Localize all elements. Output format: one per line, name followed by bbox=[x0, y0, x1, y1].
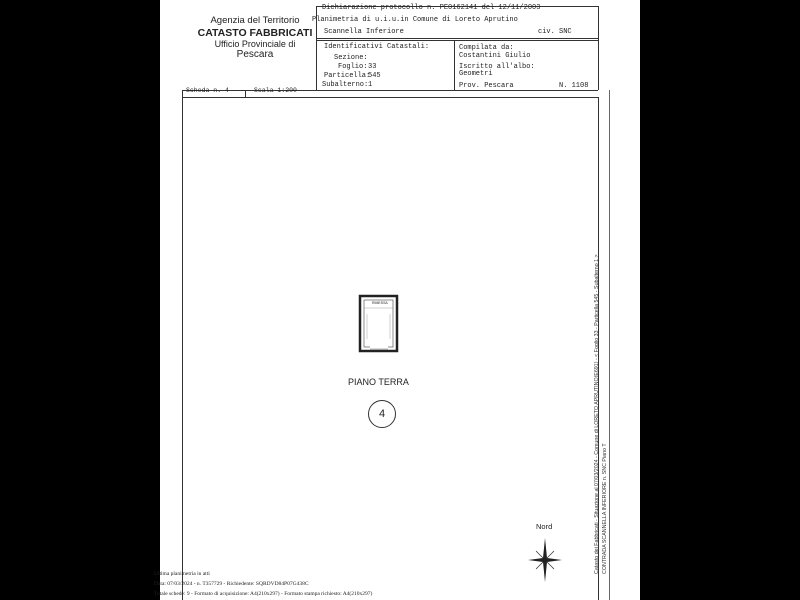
subalterno-label: Subalterno: bbox=[322, 81, 369, 89]
frame-left bbox=[182, 90, 183, 600]
room-label: RIMESSA bbox=[372, 301, 388, 305]
agency-block bbox=[180, 16, 330, 61]
document-sheet bbox=[154, 0, 640, 600]
header-mid-divider bbox=[454, 40, 455, 90]
location-name: Scannella Inferiore bbox=[324, 28, 404, 36]
agency-name: Agenzia del Territorio bbox=[210, 15, 300, 26]
north-arrow-icon bbox=[528, 538, 562, 582]
civic-number: civ. SNC bbox=[538, 28, 572, 36]
office-city: Pescara bbox=[236, 49, 274, 61]
particella-label: Particella: bbox=[324, 72, 371, 80]
footer-format: Totale schede: 9 - Formato di acquisizione: A4(210x297) - Formato stampa richiesto: A4(210x297) bbox=[154, 591, 373, 597]
compiler-name: Costantini Giulio bbox=[459, 52, 531, 60]
particella-value: 545 bbox=[368, 72, 381, 80]
scale-label: Scala 1:200 bbox=[254, 87, 297, 94]
identifiers-heading: Identificativi Catastali: bbox=[324, 43, 430, 51]
frame-right-outer bbox=[609, 90, 610, 600]
registered-value: Geometri bbox=[459, 70, 493, 78]
north-label: Nord bbox=[536, 522, 553, 531]
header-divider-1 bbox=[316, 38, 598, 39]
frame-top bbox=[182, 97, 598, 98]
declaration-line: Dichiarazione protocollo n. PE0162141 del 12/11/2003 bbox=[322, 4, 541, 12]
foglio-label: Foglio: bbox=[338, 63, 368, 71]
sezione-label: Sezione: bbox=[334, 54, 368, 62]
office-label: Ufficio Provinciale di bbox=[214, 38, 296, 49]
plan-title: Planimetria di u.i.u.in Comune di Loreto Aprutino bbox=[312, 16, 518, 24]
foglio-value: 33 bbox=[368, 63, 377, 71]
compiled-heading: Compilata da: bbox=[459, 44, 514, 52]
registration-number: N. 1108 bbox=[559, 82, 589, 90]
header-divider-2 bbox=[316, 40, 598, 41]
catasto-title: CATASTO FABBRICATI bbox=[197, 26, 313, 39]
sheet-number-circle bbox=[368, 400, 396, 428]
province-label: Prov. Pescara bbox=[459, 82, 514, 90]
scheda-number: Scheda n. 4 bbox=[186, 87, 229, 94]
subalterno-value: 1 bbox=[368, 81, 373, 89]
footer-last-plan: Ultima planimetria in atti bbox=[154, 571, 210, 577]
floor-label: PIANO TERRA bbox=[348, 377, 409, 387]
side-stamp-line2: CONTRADA SCANNELLA INFERIORE n. SNC Piano T bbox=[602, 443, 608, 574]
sheet-number: 4 bbox=[378, 408, 386, 420]
footer-request: Data: 07/03/2024 - n. T357729 - Richiedente: SQRDVD84P07G438C bbox=[154, 581, 309, 587]
side-stamp-line1: Catasto dei Fabbricati - Situazione al 07/03/2024 - Comune di LORETO APRUTINO(E691) - < Foglio 33 - Particella 545 - Subalterno 1 > bbox=[594, 254, 600, 574]
header-right-border bbox=[598, 6, 599, 90]
registered-label: Iscritto all'albo: bbox=[459, 63, 535, 71]
